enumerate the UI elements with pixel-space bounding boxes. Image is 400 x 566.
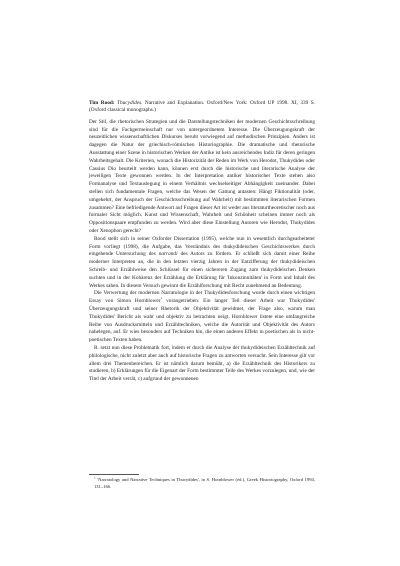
paragraph-2-emphasis: narrandi xyxy=(158,251,178,258)
footnote-reference[interactable]: 1 xyxy=(160,296,163,301)
footnote-text: 'Narratology and Narrative Techniques in Thucydides', in S. Hornblower (ed.), Greek Historiography, Oxford 1994, 131–166. xyxy=(94,477,315,489)
paragraph-2-text-b: des Autors zu fördern. Er schließt sich damit einer Reihe moderner Interpreten an, die in den letzten vierzig Jahren in der Entzifferung der thukydideischen Schreib- und Erzählweise den Schlüssel für einen sichereren Zugang zum thukydideischen Denken suchten und in der Kohärenz der Erzählung die Erklärung für 'Inkonzinnitäten' in Form und Inhalt des Werkes sahen. In diesem Versuch gewinnt die Erzählforschung mit Recht zunehmend an Bedeutung. xyxy=(89,251,315,289)
paragraph-3-text-b: vorangetrieben. Ein langer Teil dieser Arbeit war Thukydides' Überzeugungskraft und seiner Rhetorik der Objektivität gewidmet, der Frage also, warum man Thukydides' Bericht als wahr und objektiv zu betrachten neigt. Hornblower listete eine umfangreiche Reihe von Ausdrucksmitteln und Erzähltechniken, welche die Autorität und Objektivität des Autors nahelegen, auf. Er wies besonders auf Techniken hin, die einen anderen Effekt in poetischen als in nicht-poetischen Texten haben. xyxy=(89,298,315,344)
footnote-mark: 1 xyxy=(94,475,96,480)
paragraph-4: R. setzt nun diese Problematik fort, indem er durch die Analyse der thukydideischen Erzähltechnik auf philologische, nicht zuletzt aber auch auf historische Fragen zu antworten versucht. Sein Interesse gilt vor allem drei Themenbereichen. Er ist nämlich darum bemüht, a) die Erzähltechnik des Historikers zu studieren, b) Erklärungen für die Eigenart der Form bestimmter Teile des Werkes vorzulegen, und, wie der Titel der Arbeit verrät, c) aufgrund der gewonnenen xyxy=(89,344,315,383)
review-author: Tim Rood: xyxy=(89,100,115,106)
footnote xyxy=(89,477,315,490)
footnote-body xyxy=(89,477,315,490)
paragraph-3-text-a: Die Verwertung der modernen Narratologie in der Thukydidesforschung wurde durch einen wichtigen Essay von Simon Hornblower xyxy=(89,290,315,305)
book-details: Narrative and Explanation. Oxford/New York: Oxford UP 1998. XI, 339 S. (Oxford classical monographs.) xyxy=(89,100,315,113)
paragraph-3 xyxy=(89,290,315,345)
review-body xyxy=(89,119,315,384)
book-title: Thucydides. xyxy=(117,100,143,106)
footnote-divider xyxy=(89,474,139,475)
review-heading xyxy=(89,100,315,114)
paragraph-1: Der Stil, die rhetorischen Strategien und die Darstellungstechniken der modernen Geschichtsschreibung sind für die Fachgermeinschaft nur von untergeordnetem Interesse. Die Überzeugungskraft der neuzeitlichen wissenschaftlichen Diskurses beruht vorwiegend auf methodischen Prinzipien. Anders ist dagegen die Natur der griechisch-römischen Historiographie. Die dramatische und rhetorische Ausstattung einer Szene in historischen Werken der Antike ist kein ausreichendes Indiz für deren geringen Wahrheitsgehalt. Die Kriterien, wonach die Historizität der Reden im Werk von Herodot, Thukydides oder Cassius Dio beurteilt werden kann, können erst durch die historische und literarische Analyse der jeweiligen Texte gewonnen werden. In der Interpretation antiker historischer Texte stehen also Formanalyse und Textauslegung in einem Verhältnis wechselseitiger Abhängigkeit zueinander. Dabei stellen sich fundamentale Fragen, welche das Wesen der Gattung antasten: Hängt Fiktionalität (oder, umgekehrt, der Anspruch der Geschichtsschreibung auf Wahrheit) mit bestimmten literarischen Formen zusammen? Eine befriedigende Antwort auf Fragen dieser Art ist weder aus literaturtheoretischer noch aus formaler Sicht möglich. Kunst und Wissenschaft, Wahrheit und Schönheit scheinen immer noch als Oppositionspaare empfunden zu werden. Wird aber diese Einstellung Autoren wie Herodot, Thukydides oder Xenophon gerecht? xyxy=(89,118,315,234)
paragraph-2-text-a: Rood stellt sich in seiner Oxforder Dissertation (1995), welche nun in wesentlich durchgearbeiteter Form vorliegt (1998), die Aufgabe, das Verständnis des thukydideischen Geschichtswerkes durch eingehende Untersuchung des xyxy=(89,235,315,258)
paragraph-2 xyxy=(89,236,315,291)
book-review xyxy=(89,100,315,384)
